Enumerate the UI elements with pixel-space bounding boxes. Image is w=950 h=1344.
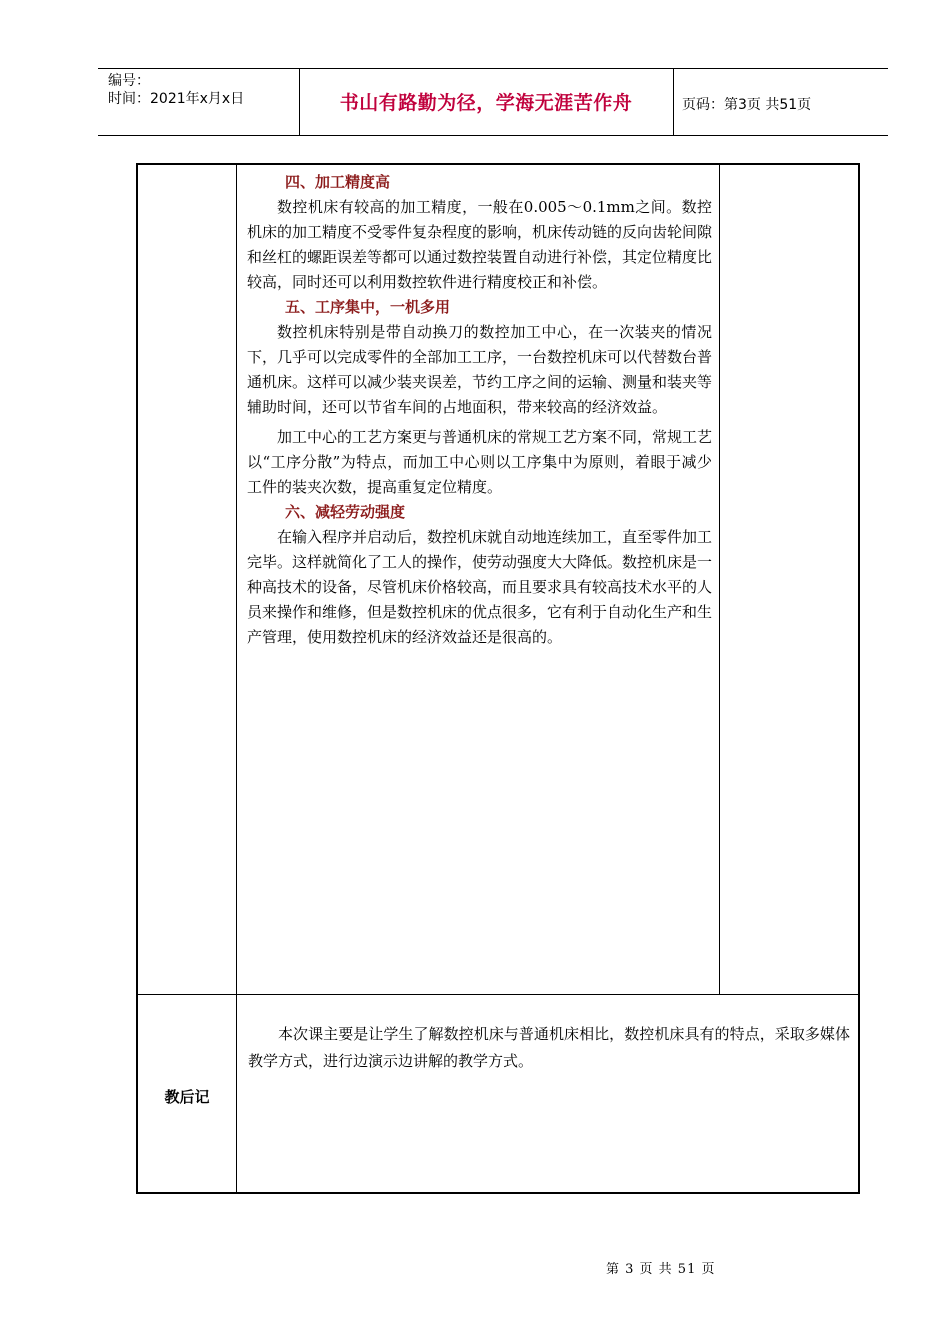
table-row-divider [136, 994, 860, 995]
header-divider [673, 68, 674, 136]
document-number-label: 编号： [108, 73, 150, 89]
section-paragraph: 数控机床有较高的加工精度，一般在0.005～0.1mm之间。数控机床的加工精度不受零件复杂程度的影响，机床传动链的反向齿轮间隙和丝杠的螺距误差等都可以通过数控装置自动进行补偿，其定位精度比较高，同时还可以利用数控软件进行精度校正和补偿。 [247, 198, 713, 291]
section-heading: 六、减轻劳动强度 [285, 503, 406, 521]
header-page-info: 页码：第3页 共51页 [682, 97, 812, 113]
header-meta [108, 72, 244, 108]
header-motto: 书山有路勤为径，学海无涯苦作舟 [339, 92, 633, 114]
lesson-content [247, 170, 712, 650]
table-column-divider [236, 163, 237, 1194]
document-date: 时间：2021年x月x日 [108, 91, 245, 107]
section-paragraph: 在输入程序并启动后，数控机床就自动地连续加工，直至零件加工完毕。这样就简化了工人的操作，使劳动强度大大降低。数控机床是一种高技术的设备，尽管机床价格较高，而且要求具有较高技术水平的人员来操作和维修，但是数控机床的优点很多，它有利于自动化生产和生产管理，使用数控机床的经济效益还是很高的。 [247, 528, 713, 646]
afterword-text: 本次课主要是让学生了解数控机床与普通机床相比，数控机床具有的特点，采取多媒体教学方式，进行边演示边讲解的教学方式。 [248, 1025, 850, 1070]
header-top-rule [98, 68, 888, 69]
section-heading: 四、加工精度高 [285, 173, 391, 191]
section-paragraph: 数控机床特别是带自动换刀的数控加工中心，在一次装夹的情况下，几乎可以完成零件的全部加工工序，一台数控机床可以代替数台普通机床。这样可以减少装夹误差，节约工序之间的运输、测量和装夹等辅助时间，还可以节省车间的占地面积，带来较高的经济效益。 [247, 323, 713, 416]
section-paragraph: 加工中心的工艺方案更与普通机床的常规工艺方案不同，常规工艺以“工序分散”为特点，而加工中心则以工序集中为原则，着眼于减少工件的装夹次数，提高重复定位精度。 [247, 428, 713, 496]
header-bottom-rule [98, 135, 888, 136]
page-footer: 第 3 页 共 51 页 [606, 1262, 716, 1277]
table-column-divider [719, 163, 720, 995]
afterword-label: 教后记 [164, 1088, 210, 1106]
section-heading: 五、工序集中，一机多用 [285, 298, 451, 316]
